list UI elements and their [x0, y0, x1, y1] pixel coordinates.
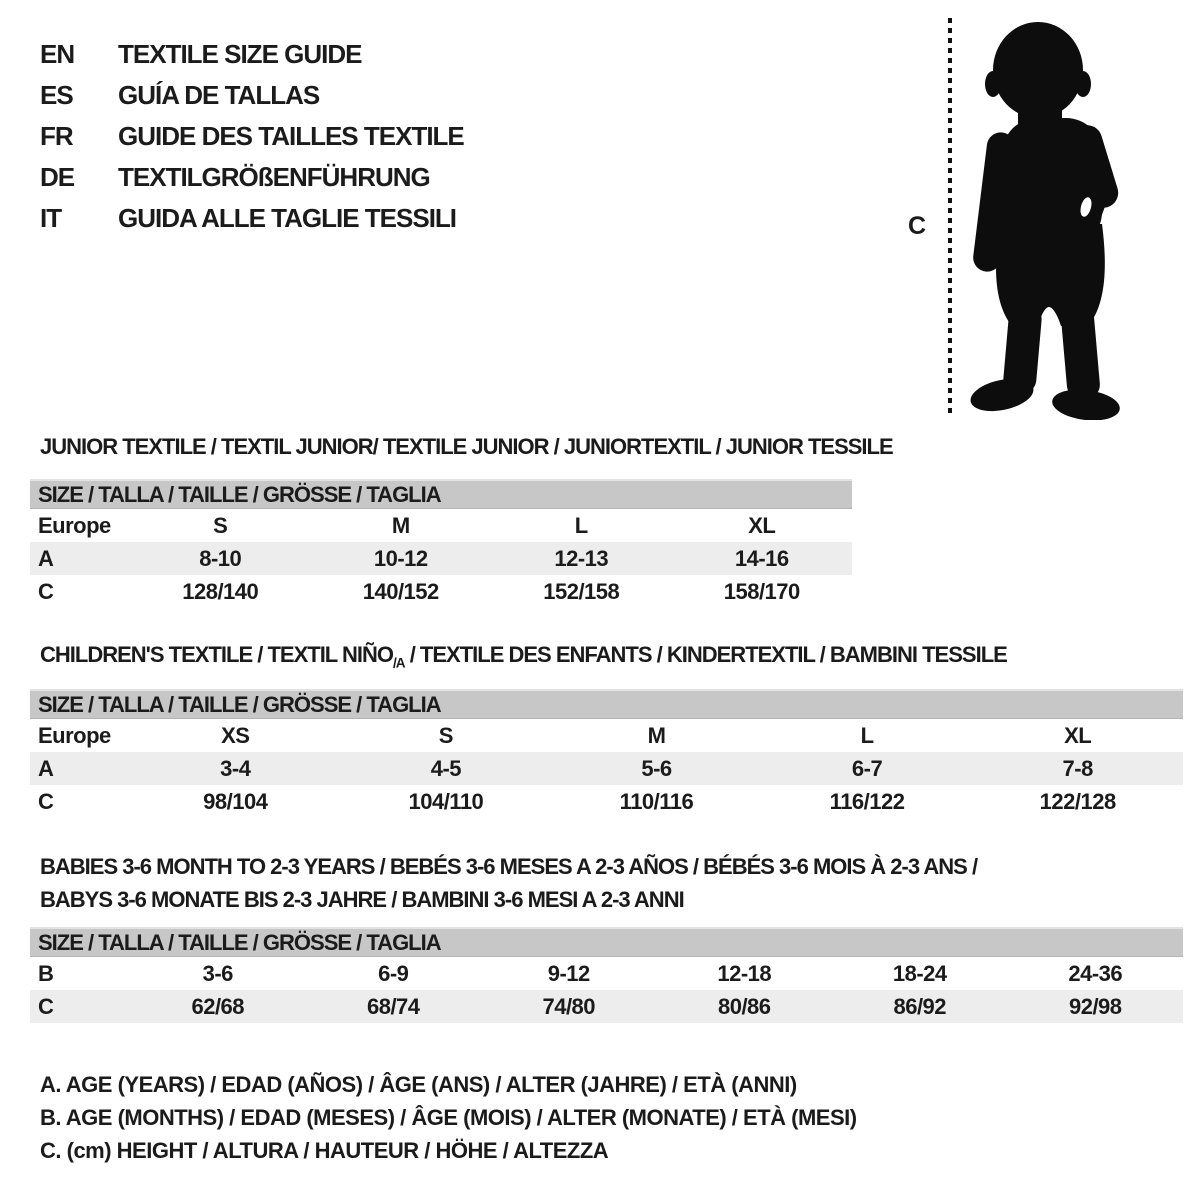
table-cell: 3-4	[220, 755, 251, 781]
table-cell: 8-10	[199, 545, 242, 571]
babies-section-title-line1: BABIES 3-6 MONTH TO 2-3 YEARS / BEBÉS 3-6 MESES A 2-3 AÑOS / BÉBÉS 3-6 MOIS À 2-3 ANS /	[40, 854, 978, 879]
note-a: A. AGE (YEARS) / EDAD (AÑOS) / ÂGE (ANS) / ALTER (JAHRE) / ETÀ (ANNI)	[40, 1072, 797, 1097]
table-cell: 68/74	[366, 993, 420, 1019]
table-cell: 14-16	[734, 545, 789, 571]
table-cell: 6-9	[378, 960, 409, 986]
row-label: A	[38, 755, 54, 781]
table-cell: 74/80	[542, 993, 596, 1019]
table-cell: 122/128	[1039, 788, 1116, 814]
table-cell: 9-12	[547, 960, 590, 986]
size-header-bar: SIZE / TALLA / TAILLE / GRÖSSE / TAGLIA	[30, 689, 1183, 719]
children-size-table	[30, 689, 1183, 818]
table-cell: 86/92	[893, 993, 947, 1019]
table-cell: 92/98	[1068, 993, 1122, 1019]
lang-code: ES	[40, 80, 73, 110]
lang-code: DE	[40, 162, 75, 192]
table-cell: 3-6	[202, 960, 233, 986]
table-cell: XL	[748, 512, 776, 538]
table-cell: 24-36	[1068, 960, 1123, 986]
children-title-main: CHILDREN'S TEXTILE / TEXTIL NIÑO	[40, 642, 393, 667]
table-cell: M	[647, 722, 666, 748]
row-label: C	[38, 788, 54, 814]
table-cell: 98/104	[203, 788, 268, 814]
table-row-c	[30, 785, 1183, 818]
lang-row-it	[40, 198, 464, 239]
table-cell: XS	[221, 722, 250, 748]
row-label: A	[38, 545, 54, 571]
table-row-europe	[30, 509, 852, 542]
figure-measure-label: C	[908, 212, 926, 240]
lang-row-fr	[40, 116, 464, 157]
row-label: C	[38, 993, 54, 1019]
table-row-a	[30, 752, 1183, 785]
lang-row-es	[40, 75, 464, 116]
note-c: C. (cm) HEIGHT / ALTURA / HAUTEUR / HÖHE / ALTEZZA	[40, 1138, 609, 1163]
junior-section-title: JUNIOR TEXTILE / TEXTIL JUNIOR/ TEXTILE JUNIOR / JUNIORTEXTIL / JUNIOR TESSILE	[40, 434, 893, 459]
row-label: Europe	[38, 722, 111, 748]
table-cell: 12-13	[554, 545, 609, 571]
table-cell: 80/86	[717, 993, 771, 1019]
table-cell: 62/68	[191, 993, 245, 1019]
table-cell: 110/116	[619, 788, 694, 814]
row-label: Europe	[38, 512, 111, 538]
children-title-subscript: /A	[392, 655, 405, 671]
table-cell: L	[574, 512, 588, 538]
table-cell: 10-12	[373, 545, 428, 571]
toddler-silhouette-icon	[962, 14, 1146, 420]
table-cell: 152/158	[543, 578, 620, 604]
height-measure-dashed-line	[948, 18, 952, 418]
language-header	[40, 34, 464, 239]
table-cell: S	[213, 512, 228, 538]
lang-code: EN	[40, 39, 75, 69]
table-row-b	[30, 957, 1183, 990]
table-cell: 18-24	[892, 960, 947, 986]
lang-row-en	[40, 34, 464, 75]
table-cell: 7-8	[1062, 755, 1093, 781]
legend-notes	[40, 1068, 857, 1167]
table-cell: XL	[1064, 722, 1092, 748]
table-row-c	[30, 575, 852, 608]
lang-title: GUÍA DE TALLAS	[118, 80, 320, 110]
table-cell: 128/140	[182, 578, 259, 604]
table-cell: M	[391, 512, 410, 538]
table-cell: 4-5	[430, 755, 462, 781]
table-cell: 104/110	[408, 788, 484, 814]
lang-code: IT	[40, 203, 62, 233]
table-cell: 12-18	[717, 960, 772, 986]
babies-section-title-line2: BABYS 3-6 MONATE BIS 2-3 JAHRE / BAMBINI 3-6 MESI A 2-3 ANNI	[40, 887, 684, 912]
table-row-a	[30, 542, 852, 575]
children-title-rest: / TEXTILE DES ENFANTS / KINDERTEXTIL / BAMBINI TESSILE	[404, 642, 1007, 667]
row-label: B	[38, 960, 54, 986]
size-header-bar: SIZE / TALLA / TAILLE / GRÖSSE / TAGLIA	[30, 927, 1183, 957]
lang-title: GUIDA ALLE TAGLIE TESSILI	[118, 203, 457, 233]
table-cell: S	[438, 722, 453, 748]
children-section-title	[40, 642, 1007, 670]
lang-title: GUIDE DES TAILLES TEXTILE	[118, 121, 464, 151]
table-cell: 6-7	[851, 755, 883, 781]
lang-row-de	[40, 157, 464, 198]
lang-title: TEXTILE SIZE GUIDE	[118, 39, 362, 69]
table-cell: 158/170	[723, 578, 800, 604]
row-label: C	[38, 578, 54, 604]
table-cell: 5-6	[641, 755, 672, 781]
table-cell: 116/122	[829, 788, 905, 814]
table-row-europe	[30, 719, 1183, 752]
lang-code: FR	[40, 121, 73, 151]
table-row-c	[30, 990, 1183, 1023]
table-cell: 140/152	[362, 578, 439, 604]
note-b: B. AGE (MONTHS) / EDAD (MESES) / ÂGE (MOIS) / ALTER (MONATE) / ETÀ (MESI)	[40, 1105, 857, 1130]
table-cell: L	[860, 722, 874, 748]
junior-size-table	[30, 479, 852, 608]
lang-title: TEXTILGRÖßENFÜHRUNG	[118, 162, 430, 192]
size-header-bar: SIZE / TALLA / TAILLE / GRÖSSE / TAGLIA	[30, 479, 852, 509]
babies-size-table	[30, 927, 1183, 1023]
